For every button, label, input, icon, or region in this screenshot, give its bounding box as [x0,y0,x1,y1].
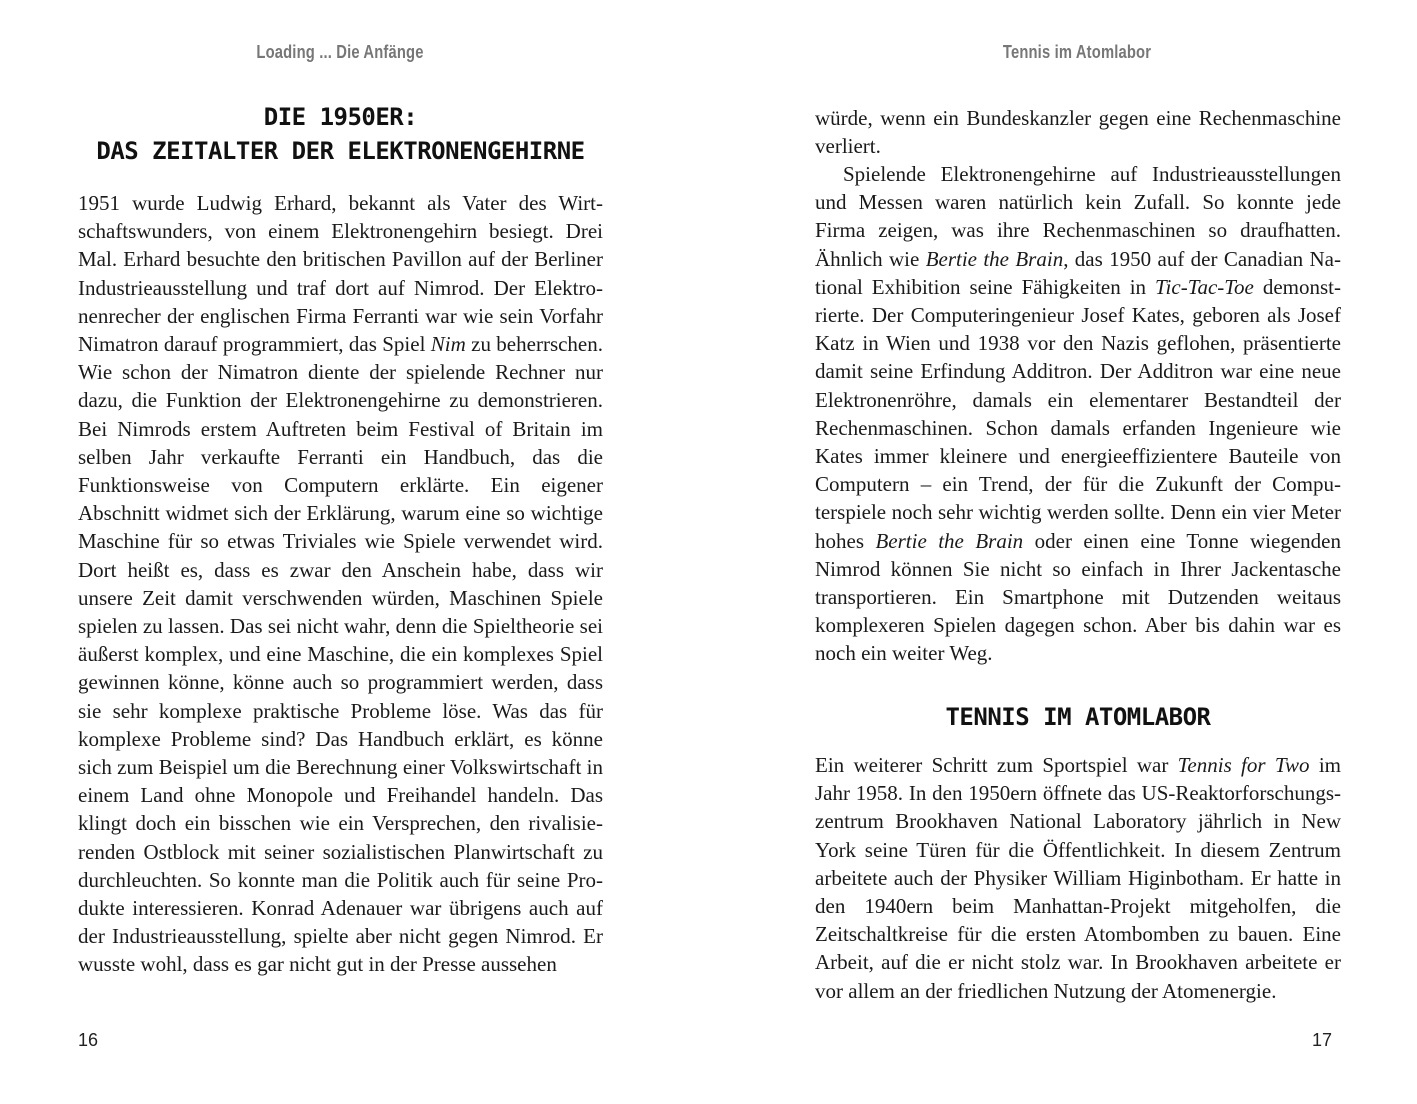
italic-title: Tennis for Two [1177,753,1310,777]
italic-title: Bertie the Brain [875,528,1024,553]
running-head-left: Loading ... Die Anfänge [256,42,424,62]
paragraph [815,104,1341,160]
paragraph [815,160,1341,668]
chapter-heading-line1: DIE 1950ER: [263,103,418,131]
chapter-heading [78,100,603,168]
paragraph [815,751,1341,1005]
italic-title: Nim [430,332,466,357]
text-run: oder einen eine Tonne wiegenden Nimrod können Sie nicht so einfach in Ihrer Jackentasche transportieren. Ein Smartphone mit Dutzenden weitaus komplexeren Spielen dagegen schon. Aber bis dahin war es noch ein weiter Weg. [815,528,1341,666]
section-heading: TENNIS IM ATOMLABOR [945,703,1211,731]
chapter-heading-line2: DAS ZEITALTER DER ELEKTRONENGEHIRNE [96,137,585,165]
text-run: 1951 wurde Ludwig Erhard, bekannt als Vater des Wirtschaftswunders, von einem Elektronengehirn besiegt. Drei Mal. Erhard besuchte den britischen Pavillon auf der Berliner Industrieausstellung und traf dort auf Nimrod. Der Elektronenrecher der englischen Firma Ferranti war wie sein Vorfahr Nimatron darauf programmiert, das Spiel [78,191,603,357]
right-page [709,0,1417,1104]
text-run: Ein weiterer Schritt zum Sportspiel war [815,753,1178,777]
paragraph [78,189,603,979]
text-run: , das 1950 auf der Canadian National Exhibition seine Fähigkeiten in [815,246,1341,299]
text-run: demonstrierte. Der Computeringenieur Josef Kates, geboren als Josef Katz in Wien und 1938 vor den Nazis geflohen, präsentierte damit seine Erfindung Additron. Der Additron war eine neue Elektronenröhre, damals ein elementarer Bestandteil der Rechenmaschinen. Schon damals erfanden Ingenieure wie Kates immer kleinere und energieeffizientere Bauteile von Computern – ein Trend, der für die Zukunft der Computerspiele noch sehr wichtig werden sollte. Denn ein vier Meter hohes [815,274,1341,553]
left-page [0,0,708,1104]
running-head-right: Tennis im Atomlabor [1002,42,1152,62]
text-run: würde, wenn ein Bundeskanzler gegen eine Rechenmaschine verliert. [815,106,1341,159]
text-run: Spielende Elektronengehirne auf Industrieausstellungen und Messen waren natürlich kein Zufall. So konnte jede Firma zeigen, was ihre Rechenmaschinen so draufhatten. Ähnlich wie [815,162,1341,271]
page-number-right: 17 [1312,1030,1333,1050]
italic-title: Tic-Tac-Toe [1155,274,1254,299]
italic-title: Bertie the Brain [925,246,1064,271]
page-number-left: 16 [78,1030,99,1050]
text-run: zu beherrschen. Wie schon der Nimatron diente der spielende Rechner nur dazu, die Funktion der Elektronengehirne zu demonstrieren. Bei Nimrods erstem Auftreten beim Festival of Britain im selben Jahr verkaufte Ferranti ein Handbuch, das die Funktionsweise von Computern erklärte. Ein eigener Abschnitt widmet sich der Erklärung, warum eine so wichtige Maschine für so etwas Triviales wie Spiele verwendet wird. Dort heißt es, dass es zwar den Anschein habe, dass wir unsere Zeit damit verschwenden würden, Maschinen Spiele spielen zu lassen. Das sei nicht wahr, denn die Spieltheorie sei äußerst komplex, und eine Maschine, die ein komplexes Spiel gewinnen könne, könne auch so programmiert werden, dass sie sehr komplexe praktische Probleme löse. Was das für komplexe Probleme sind? Das Handbuch erklärt, es könne sich zum Beispiel um die Berechnung einer Volkswirtschaft in einem Land ohne Monopole und Freihandel handeln. Das klingt doch ein bisschen wie ein Versprechen, den rivalisierenden Ostblock mit seiner sozialistischen Planwirtschaft zu durchleuchten. So konnte man die Politik auch für seine Produkte interessieren. Konrad Adenauer war übrigens auch auf der Industrieausstellung, spielte aber nicht gegen Nimrod. Er wusste wohl, dass es gar nicht gut in der Presse aussehen [78,332,604,977]
text-run: im Jahr 1958. In den 1950ern öffnete das US-Reaktorforschungszentrum Brookhaven National Laboratory jährlich in New York seine Türen für die Öffentlichkeit. In diesem Zentrum arbeitete auch der Physiker William Higinbotham. Er hatte in den 1940ern beim Manhattan-Projekt mitgeholfen, die Zeitschaltkreise für die ersten Atombomben zu bauen. Eine Arbeit, auf die er nicht stolz war. In Brookhaven arbeitete er vor allem an der friedlichen Nutzung der Atomenergie. [815,753,1342,1003]
